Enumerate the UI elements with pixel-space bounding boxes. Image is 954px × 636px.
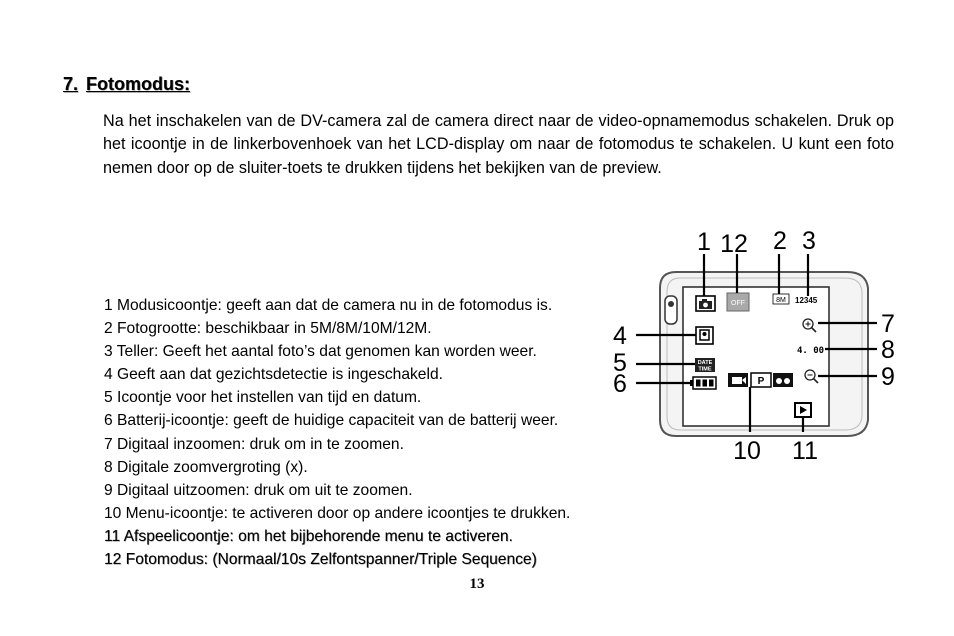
legend-item: 4 Geeft aan dat gezichtsdetectie is ingeschakeld. bbox=[104, 366, 443, 384]
legend-item: 2 Fotogrootte: beschikbaar in 5M/8M/10M/12M. bbox=[104, 320, 432, 338]
off-label: OFF bbox=[731, 300, 745, 307]
callout-7: 7 bbox=[881, 310, 895, 338]
intro-paragraph: Na het inschakelen van de DV-camera zal de camera direct naar de video-opnamemodus schakelen. Druk op het icoontje in de linkerbovenhoek van het LCD-display om naar de fotomodus te schakelen. U kunt een foto nemen door op de sluiter-toets te drukken tijdens het bekijken van de preview. bbox=[103, 112, 894, 177]
legend-item: 6 Batterij-icoontje: geeft de huidige capaciteit van de batterij weer. bbox=[104, 412, 559, 430]
legend-item: 1 Modusicoontje: geeft aan dat de camera nu in de fotomodus is. bbox=[104, 297, 553, 314]
date-label: DATE bbox=[697, 360, 713, 366]
legend-item: 5 Icoontje voor het instellen van tijd en datum. bbox=[104, 389, 422, 407]
callout-12: 12 bbox=[720, 230, 748, 258]
battery-icon bbox=[690, 377, 716, 389]
side-button bbox=[665, 296, 677, 324]
playback-icon bbox=[795, 403, 811, 417]
section-title: Fotomodus: bbox=[86, 74, 190, 94]
zoom-value: 4. 00 bbox=[797, 346, 825, 356]
legend-item: 12 Fotomodus: (Normaal/10s Zelfontspanner/Triple Sequence) bbox=[104, 551, 537, 569]
playback-menu-label: P bbox=[757, 376, 765, 387]
legend-item: 11 Afspeelicoontje: om het bijbehorende menu te activeren. bbox=[104, 527, 513, 545]
page-number: 13 bbox=[469, 576, 485, 592]
legend-item: 8 Digitale zoomvergroting (x). bbox=[104, 458, 308, 476]
callout-8: 8 bbox=[881, 336, 895, 364]
callout-3: 3 bbox=[802, 227, 816, 255]
time-label: TIME bbox=[698, 366, 712, 373]
menu-icons bbox=[728, 373, 793, 387]
callout-10: 10 bbox=[733, 437, 761, 465]
callout-1: 1 bbox=[697, 228, 711, 256]
legend-list bbox=[104, 294, 570, 571]
section-heading bbox=[63, 74, 190, 95]
callout-4: 4 bbox=[613, 322, 627, 350]
shot-counter: 12345 bbox=[795, 296, 818, 305]
callout-9: 9 bbox=[881, 363, 895, 391]
legend-item: 3 Teller: Geeft het aantal foto’s dat genomen kan worden weer. bbox=[104, 343, 537, 361]
photo-size-label: 8M bbox=[776, 297, 786, 304]
callout-6: 6 bbox=[613, 370, 627, 398]
legend-item: 10 Menu-icoontje: te activeren door op andere icoontjes te drukken. bbox=[104, 504, 571, 522]
camera-screen-diagram bbox=[600, 222, 910, 467]
callout-5: 5 bbox=[613, 349, 627, 377]
settings-menu-icon bbox=[773, 373, 793, 387]
callout-2: 2 bbox=[773, 227, 787, 255]
legend-item: 7 Digitaal inzoomen: druk om in te zoomen. bbox=[104, 435, 404, 453]
section-number: 7. bbox=[63, 74, 79, 94]
legend-item: 9 Digitaal uitzoomen: druk om uit te zoomen. bbox=[104, 481, 413, 499]
callout-11: 11 bbox=[792, 437, 818, 465]
